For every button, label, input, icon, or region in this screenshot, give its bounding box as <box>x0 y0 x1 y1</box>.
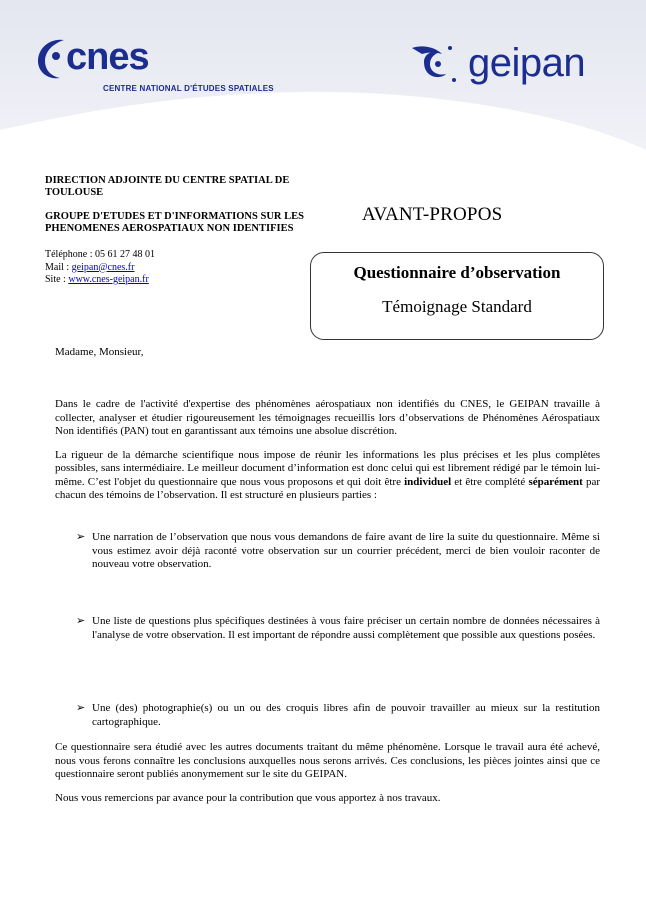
list-item <box>78 615 600 642</box>
questionnaire-title-box <box>310 252 604 340</box>
sender-contact <box>45 249 310 287</box>
cnes-logo-subtitle: CENTRE NATIONAL D'ÉTUDES SPATIALES <box>103 84 274 93</box>
salutation: Madame, Monsieur, <box>55 346 144 358</box>
bullet-text: Une narration de l’observation que nous vous demandons de faire avant de lire la suite du questionnaire. Même si vous estimez avoir déjà raconté votre observation sur un courrier précédent, merci de bien vouloir raconter de nouveau votre observation. <box>92 531 600 570</box>
paragraph-2-text-c: par chacun des témoins de l’observation. Il est structuré en plusieurs parties : <box>55 475 600 501</box>
site-link[interactable]: www.cnes-geipan.fr <box>68 274 149 285</box>
intro-body <box>55 398 600 513</box>
site-label: Site : <box>45 274 69 285</box>
paragraph-2 <box>55 449 600 503</box>
mail-link[interactable]: geipan@cnes.fr <box>71 261 135 273</box>
bullet-text: Une (des) photographie(s) ou un ou des croquis libres afin de pouvoir travailler au mieux sur la restitution cartographique. <box>92 702 600 728</box>
bullet-item-3 <box>78 702 600 729</box>
arrow-bullet-icon: ➢ <box>76 702 86 714</box>
closing-paragraph-2: Nous vous remercions par avance pour la contribution que vous apportez à nos travaux. <box>55 791 441 804</box>
mail-label: Mail : <box>45 261 72 273</box>
cnes-logo <box>34 34 274 98</box>
list-item <box>78 531 600 572</box>
bullet-item-2 <box>78 615 600 642</box>
arrow-bullet-icon: ➢ <box>76 531 86 543</box>
bullet-text: Une liste de questions plus spécifiques destinées à vous faire préciser un certain nombre de données nécessaires à l'analyse de votre observation. Il est important de répondre aussi complètement que possible aux questions posées. <box>92 615 600 641</box>
closing-body <box>55 741 600 815</box>
bullet-item-1 <box>78 531 600 572</box>
paragraph-2-bold-individuel: individuel <box>404 475 452 488</box>
mail-line <box>45 262 310 275</box>
paragraph-2-text-b: et être complété <box>451 475 529 488</box>
sender-block <box>45 175 310 287</box>
questionnaire-subtitle: Témoignage Standard <box>382 297 532 316</box>
phone-value: 05 61 27 48 01 <box>94 249 155 260</box>
sender-direction: DIRECTION ADJOINTE DU CENTRE SPATIAL DE TOULOUSE <box>45 175 290 198</box>
geipan-logo-word: geipan <box>468 41 586 85</box>
cnes-logo-word: cnes <box>66 36 149 78</box>
paragraph-2-text-a: La rigueur de la démarche scientifique nous impose de réunir les informations les plus précises et les plus complètes possibles, sans intermédiaire. Le meilleur document d’information est donc celui qui est librement rédigé par le témoin lui-même. C’est l'objet du questionnaire que nous vous proposons et qui doit être <box>55 448 600 488</box>
closing-paragraph-1: Ce questionnaire sera étudié avec les autres documents traitant du même phénomène. Lorsque le travail aura été achevé, nous vous ferons connaître les conclusions auxquelles nous serons arrivés. Ces conclusions, les pièces jointes ainsi que ce questionnaire seront publiés anonymement sur le site du GEIPAN. <box>55 741 600 780</box>
geipan-logo-icon <box>410 40 470 86</box>
phone-label: Téléphone : <box>45 249 95 260</box>
site-line <box>45 274 310 287</box>
paragraph-1: Dans le cadre de l'activité d'expertise des phénomènes aérospatiaux non identifiés du CNES, le GEIPAN travaille à collecter, analyser et étudier rigoureusement les témoignages recueillis lors d’observations de Phénomènes Aérospatiaux Non identifiés (PAN) tout en garantissant aux témoins une absolue discrétion. <box>55 398 600 437</box>
sender-group: GROUPE D'ETUDES ET D'INFORMATIONS SUR LES PHENOMENES AEROSPATIAUX NON IDENTIFIES <box>45 211 304 234</box>
list-item <box>78 702 600 729</box>
paragraph-2-bold-separement: séparément <box>528 475 583 488</box>
phone-line <box>45 249 310 262</box>
questionnaire-title: Questionnaire d’observation <box>353 263 561 282</box>
arrow-bullet-icon: ➢ <box>76 615 86 627</box>
page-heading: AVANT-PROPOS <box>362 204 503 225</box>
geipan-logo <box>410 40 620 92</box>
cnes-logo-icon <box>34 34 70 82</box>
